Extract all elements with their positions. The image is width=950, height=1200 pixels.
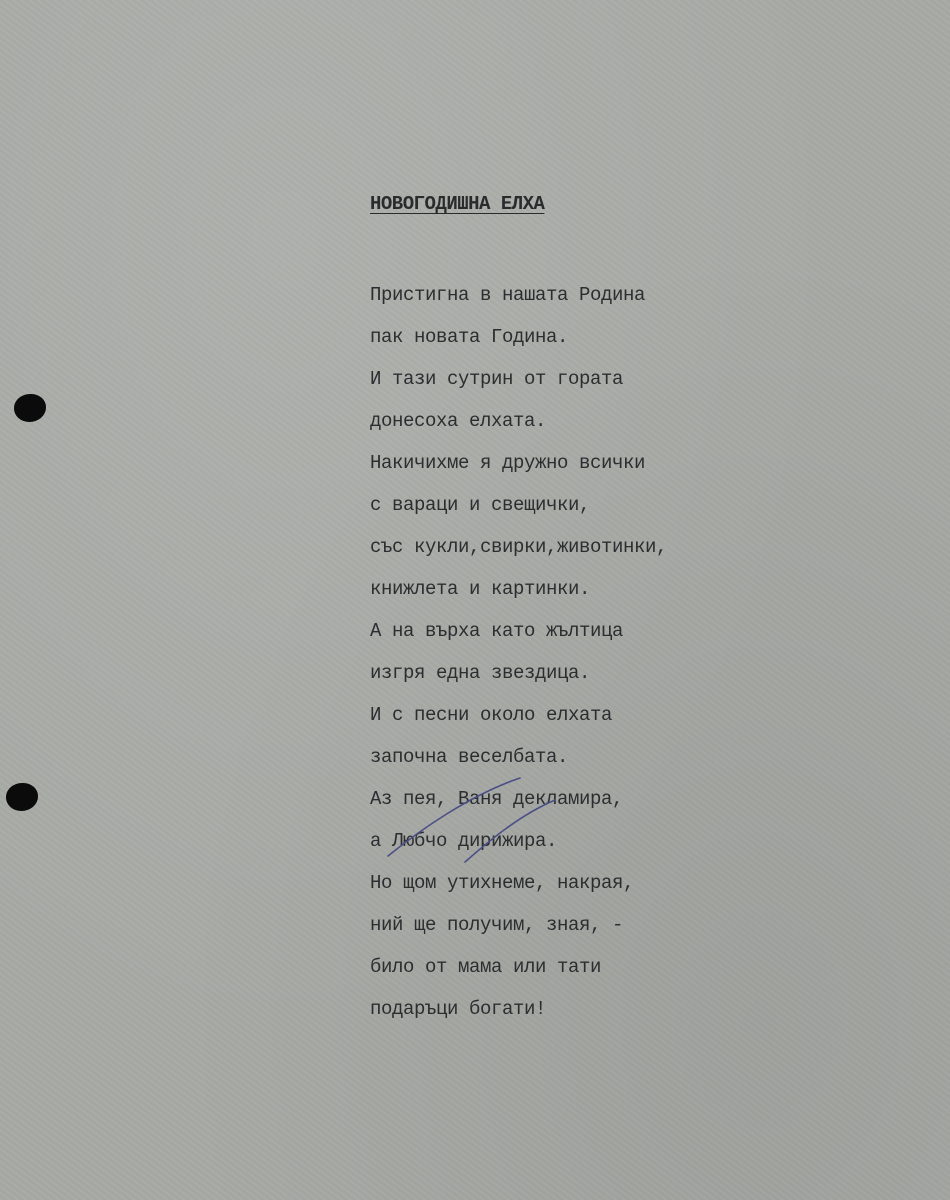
poem-line: книжлета и картинки. [370, 578, 591, 600]
punch-hole-top [14, 394, 46, 422]
poem-line: Аз пея, Ваня декламира, [370, 788, 624, 810]
poem-line: започна веселбата. [370, 746, 569, 768]
poem-line: донесоха елхата. [370, 410, 547, 432]
poem-line: а Любчо дирижира. [370, 830, 558, 852]
poem-line: изгря една звездица. [370, 662, 591, 684]
poem-title: НОВОГОДИШНА ЕЛХА [370, 193, 545, 215]
poem-line: ний ще получим, зная, - [370, 914, 624, 936]
punch-hole-bottom [6, 783, 38, 811]
poem-line: с вараци и свещички, [370, 494, 591, 516]
poem-line: А на върха като жълтица [370, 620, 624, 642]
poem-line: пак новата Година. [370, 326, 569, 348]
poem-line: Пристигна в нашата Родина [370, 284, 646, 306]
poem-line: било от мама или тати [370, 956, 602, 978]
poem-body [370, 274, 667, 1030]
poem-line: Накичихме я дружно всички [370, 452, 646, 474]
poem-line: И тази сутрин от гората [370, 368, 624, 390]
poem-line: Но щом утихнеме, накрая, [370, 872, 635, 894]
poem-line: със кукли,свирки,животинки, [370, 536, 668, 558]
poem-line: подаръци богати! [370, 998, 547, 1020]
poem-line: И с песни около елхата [370, 704, 613, 726]
